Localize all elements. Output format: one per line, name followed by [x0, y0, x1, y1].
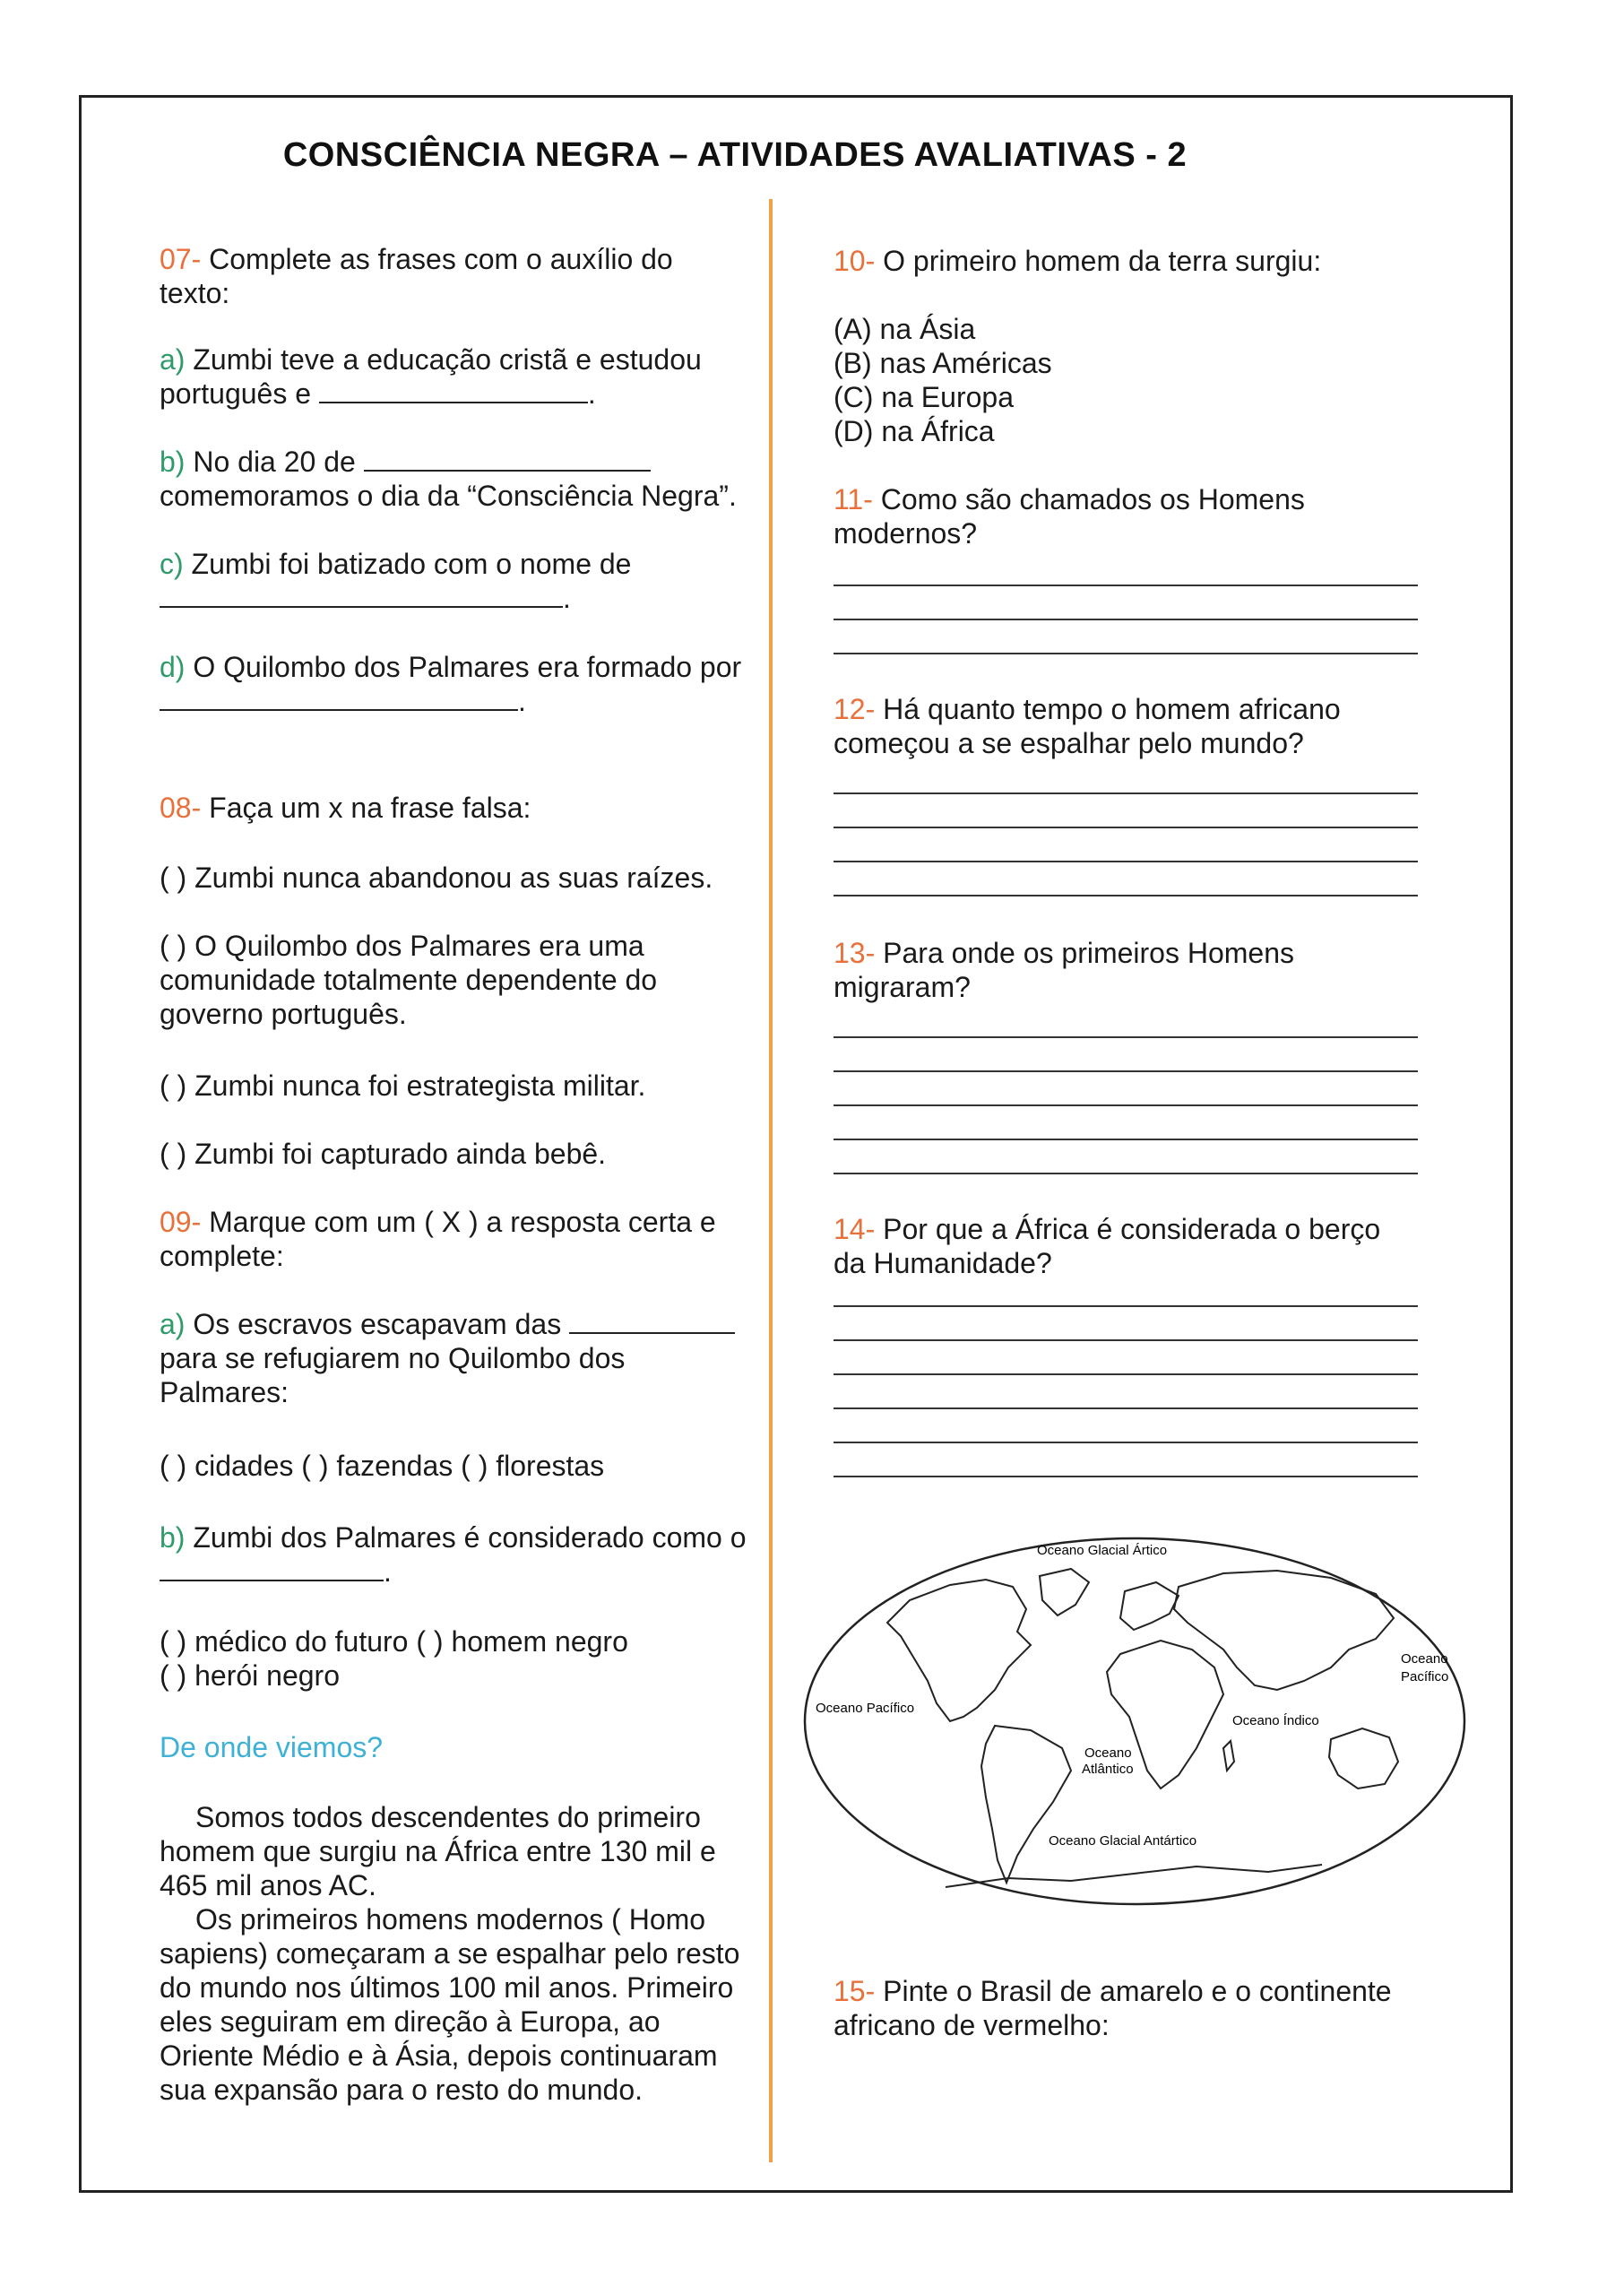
answer-line[interactable]	[834, 1339, 1418, 1341]
item-label: b)	[160, 446, 186, 478]
south-america-shape[interactable]	[981, 1726, 1071, 1883]
label-pacific-left: Oceano Pacífico	[816, 1701, 915, 1716]
answer-line[interactable]	[834, 1070, 1418, 1072]
map-outline	[805, 1538, 1464, 1904]
question-15	[834, 1974, 1425, 2042]
q10-option-d[interactable]: (D) na África	[834, 415, 995, 447]
question-13	[834, 936, 1335, 1004]
q10-option-a[interactable]: (A) na Ásia	[834, 313, 976, 345]
question-text: Marque com um ( X ) a resposta certa e complete:	[160, 1206, 716, 1272]
q10-option-c[interactable]: (C) na Europa	[834, 381, 1014, 413]
answer-line[interactable]	[834, 619, 1418, 620]
question-text: O primeiro homem da terra surgiu:	[883, 245, 1322, 277]
item-09a	[160, 1307, 751, 1409]
page-title: CONSCIÊNCIA NEGRA – ATIVIDADES AVALIATIVAS - 2	[282, 136, 1188, 174]
answer-line[interactable]	[834, 1139, 1418, 1140]
item-text: Zumbi teve a educação cristã e estudou português e	[160, 343, 702, 410]
question-10	[834, 244, 1425, 278]
question-12	[834, 692, 1389, 760]
answer-line[interactable]	[834, 1036, 1418, 1038]
answer-blank[interactable]	[364, 446, 651, 472]
question-number: 15-	[834, 1975, 876, 2007]
item-07a: a) Zumbi teve a educação cristã e estudou português e .	[160, 343, 702, 410]
item-text: O Quilombo dos Palmares era formado por	[193, 651, 742, 683]
item-label: a)	[160, 1308, 186, 1340]
answer-line[interactable]	[834, 1373, 1418, 1375]
answer-line[interactable]	[834, 1104, 1418, 1106]
answer-line[interactable]	[834, 585, 1418, 586]
answer-blank[interactable]	[160, 686, 518, 711]
madagascar-shape[interactable]	[1223, 1741, 1234, 1771]
answer-blank[interactable]	[160, 1556, 384, 1581]
item-label: d)	[160, 651, 186, 683]
item-label: a)	[160, 343, 186, 376]
answer-blank[interactable]	[319, 378, 588, 403]
item-text-cont: comemoramos o dia da “Consciência Negra”.	[160, 480, 737, 512]
q09b-options-2[interactable]: ( ) herói negro	[160, 1659, 340, 1692]
item-text: Zumbi foi batizado com o nome de	[191, 548, 632, 580]
answer-line[interactable]	[834, 1442, 1418, 1443]
answer-line[interactable]	[834, 1173, 1418, 1174]
greenland-shape[interactable]	[1040, 1569, 1089, 1615]
question-text: Há quanto tempo o homem africano começou a se espalhar pelo mundo?	[834, 693, 1341, 759]
label-pacific-right-1: Oceano	[1401, 1651, 1448, 1667]
answer-line[interactable]	[834, 861, 1418, 862]
q10-option-b[interactable]: (B) nas Américas	[834, 347, 1052, 379]
reading-paragraph-2: Os primeiros homens modernos ( Homo sapiens) começaram a se espalhar pelo resto do mundo nos últimos 100 mil anos. Primeiro eles seguiram em direção à Europa, ao Oriente Médio e à Ásia, depois continuaram sua expansão para o resto do mundo.	[160, 1903, 740, 2106]
answer-blank[interactable]	[160, 583, 563, 608]
answer-line[interactable]	[834, 792, 1418, 794]
australia-shape[interactable]	[1329, 1728, 1398, 1788]
question-text: Para onde os primeiros Homens migraram?	[834, 937, 1295, 1003]
column-divider	[769, 199, 773, 2162]
question-07	[160, 242, 733, 310]
item-text-cont: para se refugiarem no Quilombo dos Palmares:	[160, 1342, 626, 1408]
question-number: 07-	[160, 243, 202, 275]
question-number: 13-	[834, 937, 876, 969]
question-text: Como são chamados os Homens modernos?	[834, 483, 1305, 550]
antarctica-shape[interactable]	[946, 1865, 1322, 1887]
q08-option-1[interactable]: ( ) Zumbi nunca abandonou as suas raízes.	[160, 862, 713, 894]
reading-heading: De onde viemos?	[160, 1731, 384, 1763]
answer-line[interactable]	[834, 653, 1418, 654]
label-arctic-ocean: Oceano Glacial Ártico	[1037, 1543, 1168, 1558]
reading-paragraph-1: Somos todos descendentes do primeiro homem que surgiu na África entre 130 mil e 465 mil anos AC.	[160, 1801, 716, 1901]
q08-option-4[interactable]: ( ) Zumbi foi capturado ainda bebê.	[160, 1138, 607, 1170]
question-text: Pinte o Brasil de amarelo e o continente africano de vermelho:	[834, 1975, 1392, 2041]
answer-line[interactable]	[834, 895, 1418, 896]
item-text: Zumbi dos Palmares é considerado como o	[193, 1521, 747, 1554]
item-label: c)	[160, 548, 184, 580]
asia-shape[interactable]	[1174, 1571, 1394, 1690]
question-number: 10-	[834, 245, 876, 277]
answer-blank[interactable]	[569, 1309, 735, 1334]
label-antarctic-ocean: Oceano Glacial Antártico	[1049, 1833, 1197, 1849]
europe-shape[interactable]	[1120, 1582, 1179, 1630]
item-label: b)	[160, 1521, 186, 1554]
answer-line[interactable]	[834, 1407, 1418, 1409]
answer-line[interactable]	[834, 1476, 1418, 1477]
question-number: 09-	[160, 1206, 202, 1238]
item-07b	[160, 445, 751, 513]
question-09	[160, 1205, 751, 1273]
question-text: Complete as frases com o auxílio do texto:	[160, 243, 673, 309]
item-09b: b) Zumbi dos Palmares é considerado como o .	[160, 1521, 747, 1588]
item-text: No dia 20 de	[193, 446, 356, 478]
label-atlantic-2: Atlântico	[1082, 1762, 1134, 1777]
item-07d: d) O Quilombo dos Palmares era formado por .	[160, 651, 742, 717]
question-11	[834, 482, 1335, 550]
label-pacific-right-2: Pacífico	[1401, 1669, 1449, 1684]
q09a-options[interactable]: ( ) cidades ( ) fazendas ( ) florestas	[160, 1450, 605, 1482]
question-number: 14-	[834, 1213, 876, 1245]
q08-option-2[interactable]: ( ) O Quilombo dos Palmares era uma comunidade totalmente dependente do governo português.	[160, 930, 658, 1030]
question-text: Por que a África é considerada o berço da Humanidade?	[834, 1213, 1381, 1279]
label-atlantic-1: Oceano	[1084, 1745, 1132, 1761]
question-number: 11-	[834, 483, 873, 515]
question-number: 08-	[160, 792, 202, 824]
label-indian-ocean: Oceano Índico	[1232, 1713, 1319, 1728]
question-text: Faça um x na frase falsa:	[209, 792, 531, 824]
item-07c: c) Zumbi foi batizado com o nome de .	[160, 548, 632, 614]
item-text: Os escravos escapavam das	[193, 1308, 562, 1340]
question-08	[160, 791, 751, 825]
answer-line[interactable]	[834, 1305, 1418, 1307]
q08-option-3[interactable]: ( ) Zumbi nunca foi estrategista militar.	[160, 1070, 646, 1102]
world-map[interactable]	[802, 1533, 1467, 1910]
question-14	[834, 1212, 1407, 1280]
question-number: 12-	[834, 693, 876, 725]
answer-line[interactable]	[834, 827, 1418, 828]
q09b-options-1[interactable]: ( ) médico do futuro ( ) homem negro	[160, 1625, 628, 1658]
